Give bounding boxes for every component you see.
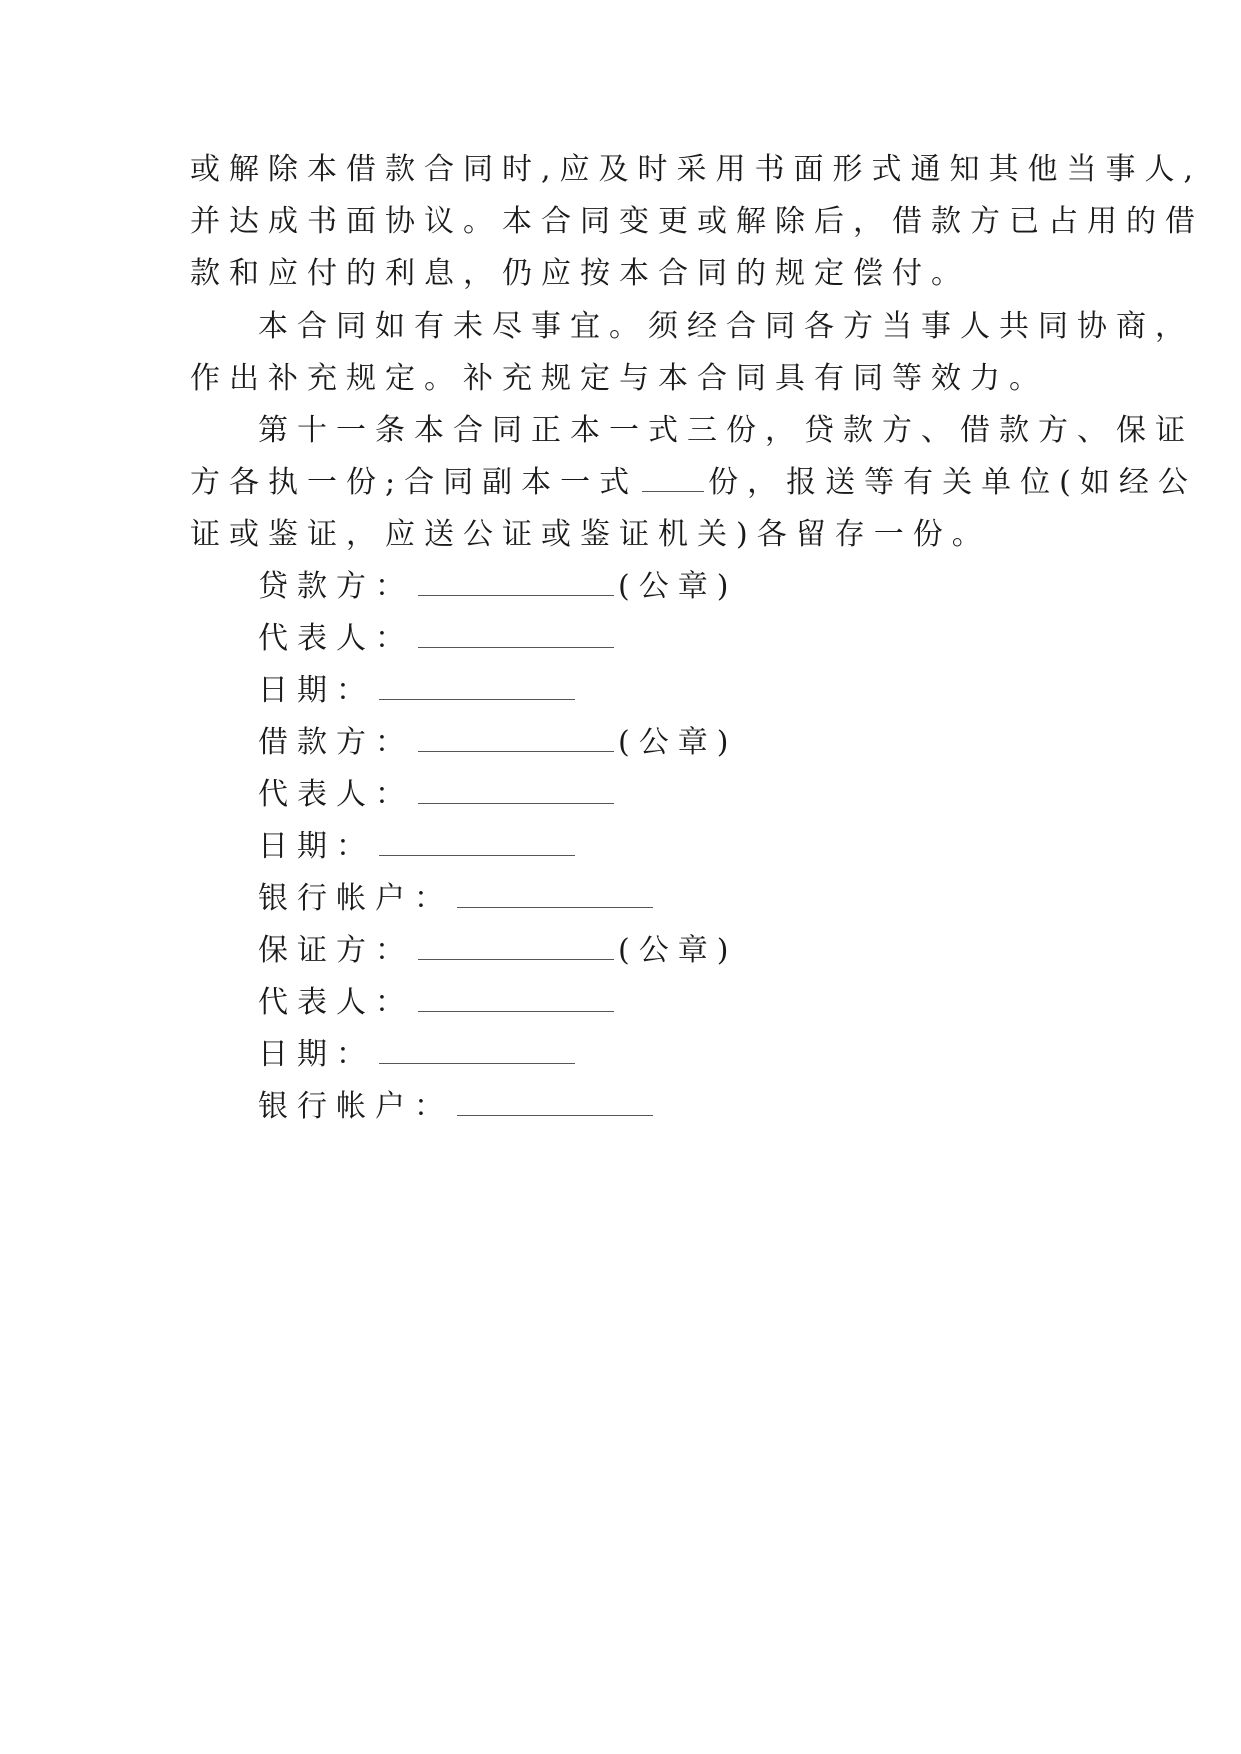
guarantor-seal: (公章)	[618, 933, 738, 968]
borrower-account-blank	[457, 881, 653, 908]
paragraph-3-line-1: 第十一条本合同正本一式三份，贷款方、借款方、保证	[258, 413, 1194, 448]
borrower-account-label: 银行帐户：	[258, 881, 453, 916]
lender-date-blank	[379, 673, 575, 700]
lender-rep-blank	[418, 621, 614, 648]
guarantor-account-label: 银行帐户：	[258, 1089, 453, 1124]
paragraph-3-line-2-end: 份，报送等有关单位(如经公	[708, 465, 1197, 500]
guarantor-label: 保证方：	[258, 933, 414, 968]
guarantor-date-label: 日期：	[258, 1037, 375, 1072]
guarantor-account-line	[258, 1087, 657, 1127]
paragraph-3-line-2	[190, 463, 1197, 503]
copies-count-blank	[642, 465, 704, 492]
lender-rep-label: 代表人：	[258, 621, 414, 656]
borrower-date-line	[258, 827, 579, 867]
paragraph-1-line-3: 款和应付的利息，仍应按本合同的规定偿付。	[190, 256, 970, 291]
lender-date-line	[258, 671, 579, 711]
paragraph-1-line-1: 或解除本借款合同时,应及时采用书面形式通知其他当事人,	[190, 152, 1203, 187]
borrower-rep-label: 代表人：	[258, 777, 414, 812]
paragraph-3-line-2-start: 方各执一份;合同副本一式	[190, 465, 639, 500]
borrower-account-line	[258, 879, 657, 919]
borrower-date-label: 日期：	[258, 829, 375, 864]
lender-rep-line	[258, 619, 618, 659]
lender-line	[258, 567, 737, 607]
borrower-blank	[418, 725, 614, 752]
borrower-rep-line	[258, 775, 618, 815]
guarantor-rep-line	[258, 983, 618, 1023]
guarantor-date-blank	[379, 1037, 575, 1064]
borrower-line	[258, 723, 737, 763]
guarantor-blank	[418, 933, 614, 960]
paragraph-3-line-3: 证或鉴证，应送公证或鉴证机关)各留存一份。	[190, 517, 991, 552]
borrower-label: 借款方：	[258, 725, 414, 760]
paragraph-2-line-1: 本合同如有未尽事宜。须经合同各方当事人共同协商，	[258, 309, 1194, 344]
paragraph-1-line-2: 并达成书面协议。本合同变更或解除后，借款方已占用的借	[190, 204, 1204, 239]
lender-blank	[418, 569, 614, 596]
guarantor-date-line	[258, 1035, 579, 1075]
lender-label: 贷款方：	[258, 569, 414, 604]
guarantor-rep-blank	[418, 985, 614, 1012]
paragraph-2-line-2: 作出补充规定。补充规定与本合同具有同等效力。	[190, 361, 1048, 396]
borrower-rep-blank	[418, 777, 614, 804]
guarantor-rep-label: 代表人：	[258, 985, 414, 1020]
guarantor-account-blank	[457, 1089, 653, 1116]
borrower-date-blank	[379, 829, 575, 856]
lender-seal: (公章)	[618, 569, 738, 604]
borrower-seal: (公章)	[618, 725, 738, 760]
lender-date-label: 日期：	[258, 673, 375, 708]
guarantor-line	[258, 931, 737, 971]
